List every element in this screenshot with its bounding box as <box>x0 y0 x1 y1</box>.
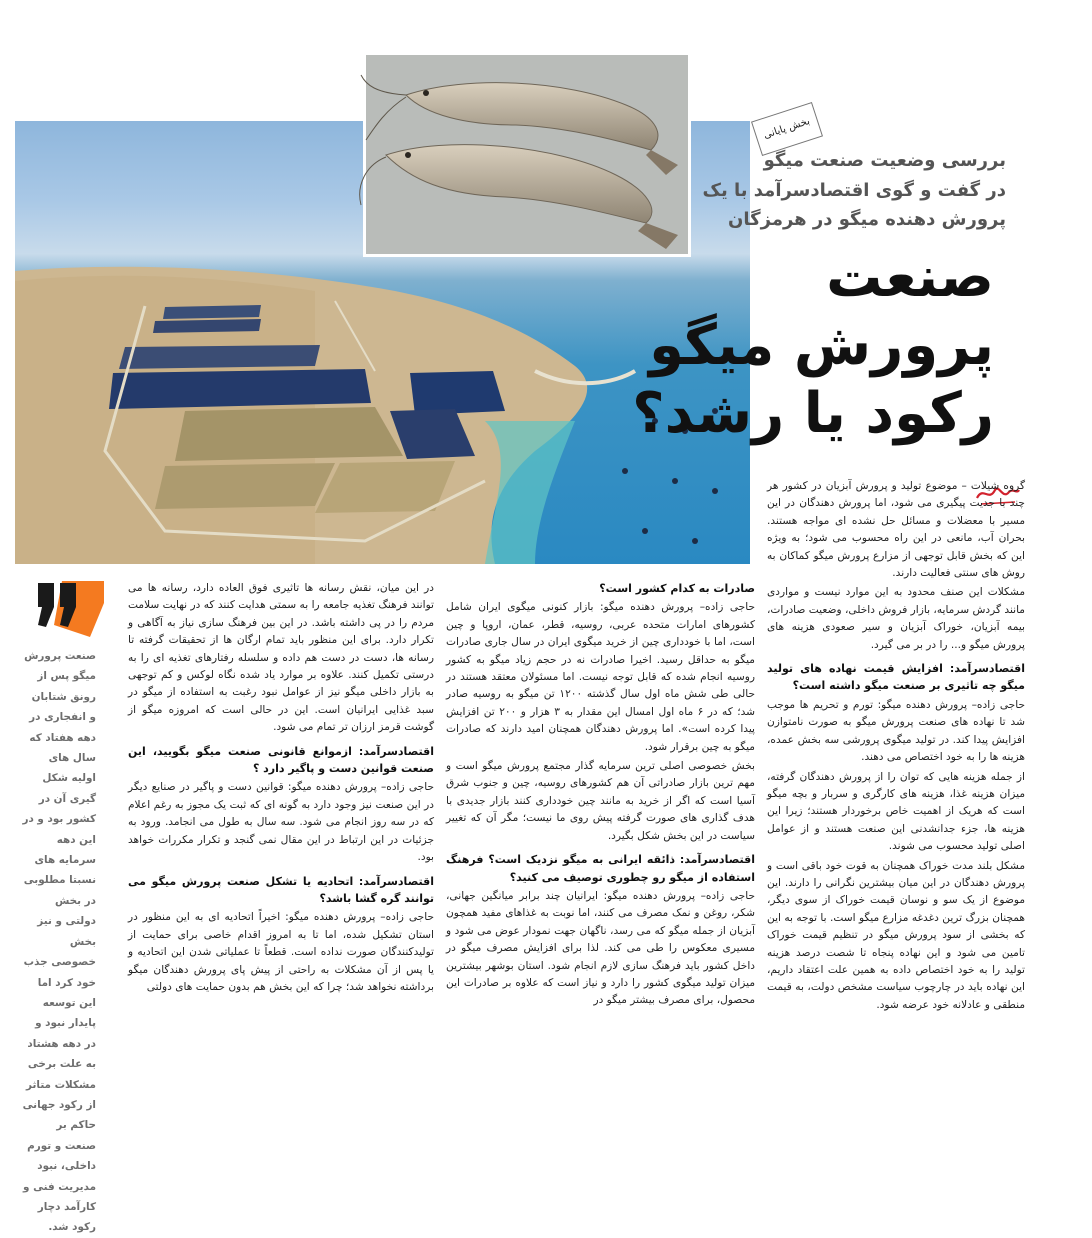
article-column-right <box>767 478 1025 1043</box>
paragraph: مشکلات این صنف محدود به این موارد نیست و مواردی مانند گردش سرمایه، بازار فروش داخلی، وضعیت صادرات، بیمه آبزیان، خوراک آبزیان و سیر صعودی هزینه های پرورش میگو و... را در بر می گیرد. <box>767 586 1025 651</box>
question-heading: اقتصادسرآمد: ذائقه ایرانی به میگو نزدیک است؟ فرهنگ استفاده از میگو رو چطوری توصیف می کنید؟ <box>446 853 755 884</box>
intro-paragraph: گروه شیلات – موضوع تولید و پرورش آبزیان در کشور هر چند با جدیت پیگیری می شود، اما پرورش دهندگان در این مسیر با معضلات و مسائل حل نشده ای مواجه هستند. بحران آب، مانعی در این راه محسوب می شود؛ به ویژه این که بخش قابل توجهی از مزارع پرورش میگو کماکان به روش های سنتی فعالیت دارند. <box>767 480 1025 580</box>
paragraph: بخش خصوصی اصلی ترین سرمایه گذار مجتمع پرورش میگو است و مهم ترین بازار صادراتی آن هم کشورهای روسیه، چین و جنوب شرق آسیا است که اگر از خرید به مانند چین خودداری کنند بازار جدیدی با هدف گذاری های صورت گرفته پیش روی ما نیست؛ مگر آن که تغییر سیاست در این بخش شکل بگیرد. <box>446 760 755 842</box>
shrimp-illustration <box>366 55 688 254</box>
paragraph: مشکل بلند مدت خوراک همچنان به قوت خود باقی است و پرورش دهندگان در این میان بیشترین نگرانی را دارند. این موضوع از یک سو و نوسان قیمت خوراک از سوی دیگر، همچنان بزرگ ترین دغدغه مزارع میگو است. با توجه به این که بخشی از سود پرورش میگو در تنظیم قیمت خوراک تامین می شود و این نهاده پنجاه تا شصت درصد هزینه تولید را به خود اختصاص داده به همین علت اعتقاد داریم، این نهاده باید در چارچوب سیاست مشخص دولت، به قیمت منطقی و عادلانه خود عرضه شود. <box>767 859 1025 1011</box>
paragraph: از جمله هزینه هایی که توان را از پرورش دهندگان گرفته، میزان هزینه غذا، هزینه های کارگری و سربار و بچه میگو است که هریک از اهمیت خاص برخوردار هستند؛ زیرا این هزینه ها، جزء جدانشدنی این صنعت هستند و از عوامل اصلی تولید محسوب می شوند. <box>767 770 1025 853</box>
headline-line-1: صنعت <box>826 245 994 310</box>
paragraph: در این میان، نقش رسانه ها تاثیری فوق العاده دارد، رسانه ها می توانند فرهنگ تغذیه جامعه را به سمتی هدایت کنند که در نهایت سلامت مردم را در پی داشته باشد. در این بین فرهنگ سازی نیاز به آگاهی و تکرار دارد. برای این منظور باید تمام ارگان ها از تحقیقات گرفته تا رسانه ها، دست در دست هم داده و سلسله رفتارهای تغذیه ای را به درستی تکمیل کنند. علاوه بر موارد یاد شده نگاه لوکس و کم توجهی به بازار داخلی میگو نیز از عوامل نبود رغبت به استفاده از میگو در سبد غذایی ایرانیان است. این در حالی است که امروزه میگو از گوشت قرمز ارزان تر تمام می شود. <box>128 582 434 734</box>
question-heading: اقتصادسرآمد: افزایش قیمت نهاده های تولید میگو چه تاثیری بر صنعت میگو داشته است؟ <box>767 662 1025 693</box>
article-column-left <box>128 580 434 1043</box>
quote-mark-icon <box>32 581 104 637</box>
subtitle-line-1: بررسی وضعیت صنعت میگو <box>763 150 1006 171</box>
article-column-middle <box>446 580 755 1043</box>
answer-paragraph: حاجی زاده– پرورش دهنده میگو: ایرانیان چند برابر میانگین جهانی، شکر، روغن و نمک مصرف می کنند، اما نوبت به غذاهای مفید همچون آبزیان از جمله میگو که می رسد، ناگهان جهت نمودار عوض می شود و مسیری معکوس را طی می کند. لذا برای افزایش مصرف میگو در داخل کشور باید فرهنگ سازی لازم انجام شود. استان بوشهر بیشترین میزان تولید میگوی کشور را دارد و نیاز است که علاوه بر صادرات این محصول، برای مصرف بیشتر میگو در <box>446 889 755 1007</box>
answer-paragraph: حاجی زاده– پرورش دهنده میگو: قوانین دست و پاگیر در صنایع دیگر در این صنعت نیز وجود دارد به گونه ای که ثبت یک مجوز به رغم اعلام که در سه روز انجام می شود. سه سال به طول می انجامد. ورود به جزئیات در این ارتباط در این مقال نمی گنجد و تکرار مکررات خواهد بود. <box>128 781 434 864</box>
answer-paragraph: حاجی زاده– پرورش دهنده میگو: تورم و تحریم ها موجب شد تا نهاده های صنعت پرورش میگو به صورت نامتوازن افزایش پیدا کند. در تولید میگوی پرورشی سه بخش عمده، هزینه ها را به خود اختصاص می دهند. <box>767 698 1025 764</box>
pull-quote: صنعت پرورش میگو پس از رونق شتابان و انفجاری در دهه هفتاد که سال های اولیه شکل گیری آن در کشور بود و در این دهه سرمایه های نسبتا مطلوبی در بخش دولتی و نیز بخش خصوصی جذب خود کرد اما این توسعه پایدار نبود و در دهه هشتاد به علت برخی مشکلات متاثر از رکود جهانی حاکم بر صنعت و تورم داخلی، نبود مدیریت فنی و کارآمد دچار رکود شد. <box>22 650 96 1234</box>
section-tag: بخش پایانی <box>751 102 823 156</box>
answer-paragraph: حاجی زاده– پرورش دهنده میگو: بازار کنونی میگوی ایران شامل کشورهای امارات متحده عربی، روسیه، قطر، عمان، اروپا و چین است، اما با خودداری چین از خرید میگوی ایران در سال جاری صادرات میگو به حداقل رسید. اخیرا صادرات نه در حجم زیاد میگو به کشور روسیه انجام شده که قابل توجه نیست. اما مسئولان معتقد هستند در حالی طی شش ماه اول سال گذشته ۱۲۰۰ تن میگو به روسیه صادر شد؛ که در ۶ ماه اول امسال این مقدار به ۳ هزار و ۲۰۰ تن افزایش پیدا کرده است». اما پرورش دهندگان همچنان امید دارند که صادرات میگو به چین برقرار شود. <box>446 601 756 753</box>
shrimp-photo <box>363 52 691 257</box>
question-heading: صادرات به کدام کشور است؟ <box>599 582 755 595</box>
subtitle-line-3: پرورش دهنده میگو در هرمزگان <box>728 209 1006 230</box>
question-heading: اقتصادسرآمد: اتحادیه یا تشکل صنعت پرورش میگو می توانند گره گشا باشد؟ <box>128 874 434 905</box>
answer-paragraph: حاجی زاده– پرورش دهنده میگو: اخیراً اتحادیه ای به این منظور در استان تشکیل شده، اما تا به امروز اقدام خاصی برای حمایت از تولیدکنندگان صورت نداده است. قطعاً تا عملیاتی شدن این اتحادیه و یا پس از آن مشکلات به راحتی از پیش پای پرورش دهندگان میگو برداشته نخواهد شد؛ چرا که این بخش هم بدون حمایت های دولتی <box>128 911 434 993</box>
headline-line-3: رکود یا رشد؟ <box>632 381 994 446</box>
headline-line-2: پرورش میگو <box>649 313 994 378</box>
subtitle-line-2: در گفت و گوی اقتصادسرآمد با یک <box>702 180 1006 201</box>
question-heading: اقتصادسرآمد: ازموانع قانونی صنعت میگو بگویید، این صنعت قوانین دست و پاگیر دارد ؟ <box>128 744 434 776</box>
